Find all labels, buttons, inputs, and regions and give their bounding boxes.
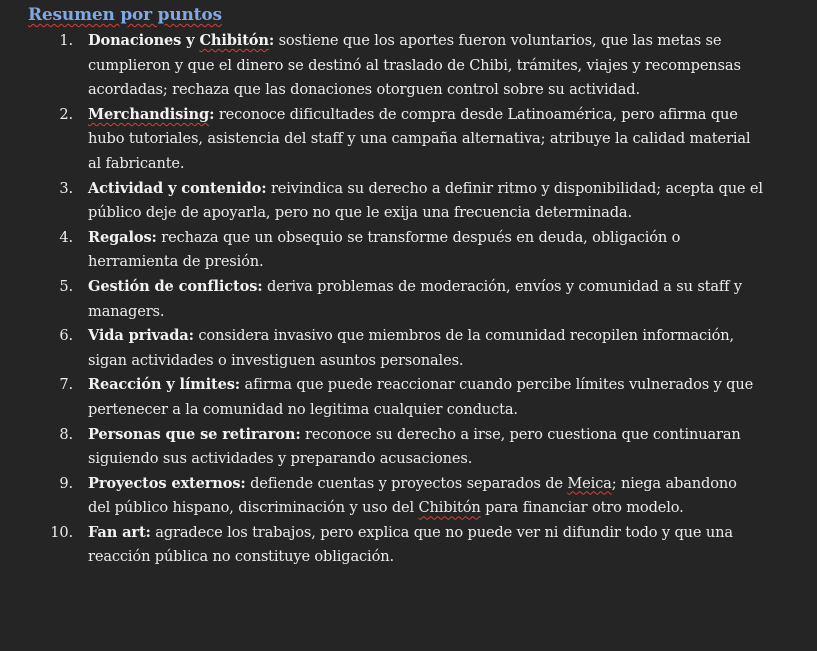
list-item-number: 7. — [59, 376, 73, 394]
list-item — [0, 29, 817, 103]
list-item-number: 1. — [59, 32, 73, 49]
list-item-term: Reacción y límites: — [88, 376, 241, 394]
list-item-text: rechaza que un obsequio se transforme después en deuda, obligación o herramienta de presión. — [88, 228, 681, 271]
list-item-term: Regalos: — [88, 228, 157, 246]
list-item-number: 9. — [59, 474, 73, 492]
list-item-term: Fan art: — [88, 523, 151, 541]
list-item-number: 8. — [59, 425, 73, 443]
list-item-text-part: defiende cuentas y proyectos separados de — [245, 474, 568, 492]
list-item-text-part: para financiar otro modelo. — [480, 499, 684, 517]
list-item-number: 3. — [59, 179, 73, 197]
section-heading-text: Resumen por puntos — [28, 5, 222, 25]
flagged-word: Meica — [567, 474, 612, 492]
list-item-text-part: ; niega abandono del público hispano, discriminación y uso del — [88, 474, 737, 517]
list-item-term: Proyectos externos: — [88, 474, 246, 492]
list-item-number: 2. — [59, 105, 73, 123]
list-item-text: considera invasivo que miembros de la comunidad recopilen información, sigan actividades o investiguen asuntos personales. — [88, 327, 734, 369]
list-item-number: 6. — [59, 327, 73, 345]
list-item-text: sostiene que los aportes fueron voluntarios, que las metas se cumplieron y que el dinero se destinó al traslado de Chibi, trámites, viajes y recompensas acordadas; rechaza que las donaciones otorguen control sobre su actividad. — [88, 32, 741, 99]
list-item — [0, 275, 817, 324]
list-item-text: deriva problemas de moderación, envíos y comunidad a su staff y managers. — [88, 277, 743, 320]
section-heading — [28, 4, 817, 26]
term-part: Donaciones y — [88, 32, 200, 49]
list-item-term — [88, 106, 214, 123]
list-item-number: 4. — [59, 228, 73, 246]
list-item-text: agradece los trabajos, pero explica que no puede ver ni difundir todo y que una reacción pública no constituye obligación. — [88, 523, 733, 566]
flagged-word: Chibitón — [199, 32, 269, 49]
summary-list — [0, 29, 817, 570]
list-item-term: Personas que se retiraron: — [88, 425, 301, 443]
list-item-term: Vida privada: — [88, 327, 194, 345]
list-item-text: reconoce dificultades de compra desde Latinoamérica, pero afirma que hubo tutoriales, asistencia del staff y una campaña alternativa; atribuye la calidad material al fabricante. — [88, 105, 751, 172]
list-item — [0, 373, 817, 422]
term-part: : — [209, 105, 215, 123]
list-item — [0, 324, 817, 373]
list-item-text: reivindica su derecho a definir ritmo y disponibilidad; acepta que el público deje de apoyarla, pero no que le exija una frecuencia determinada. — [88, 179, 763, 222]
list-item-text: afirma que puede reaccionar cuando percibe límites vulnerados y que pertenecer a la comunidad no legitima cualquier conducta. — [88, 376, 754, 418]
list-item — [0, 521, 817, 570]
list-item-number: 10. — [50, 523, 73, 541]
term-part: : — [268, 32, 275, 49]
list-item-number: 5. — [59, 277, 73, 295]
list-item — [0, 423, 817, 472]
list-item — [0, 472, 817, 521]
list-item — [0, 226, 817, 275]
list-item-term: Actividad y contenido: — [88, 179, 267, 197]
list-item — [0, 103, 817, 177]
flagged-word: Merchandising — [88, 105, 210, 123]
list-item — [0, 177, 817, 226]
list-item-term: Gestión de conflictos: — [88, 277, 263, 295]
list-item-text: reconoce su derecho a irse, pero cuestiona que continuaran siguiendo sus actividades y preparando acusaciones. — [88, 425, 741, 468]
list-item-term — [88, 32, 274, 49]
flagged-word: Chibitón — [418, 499, 481, 517]
